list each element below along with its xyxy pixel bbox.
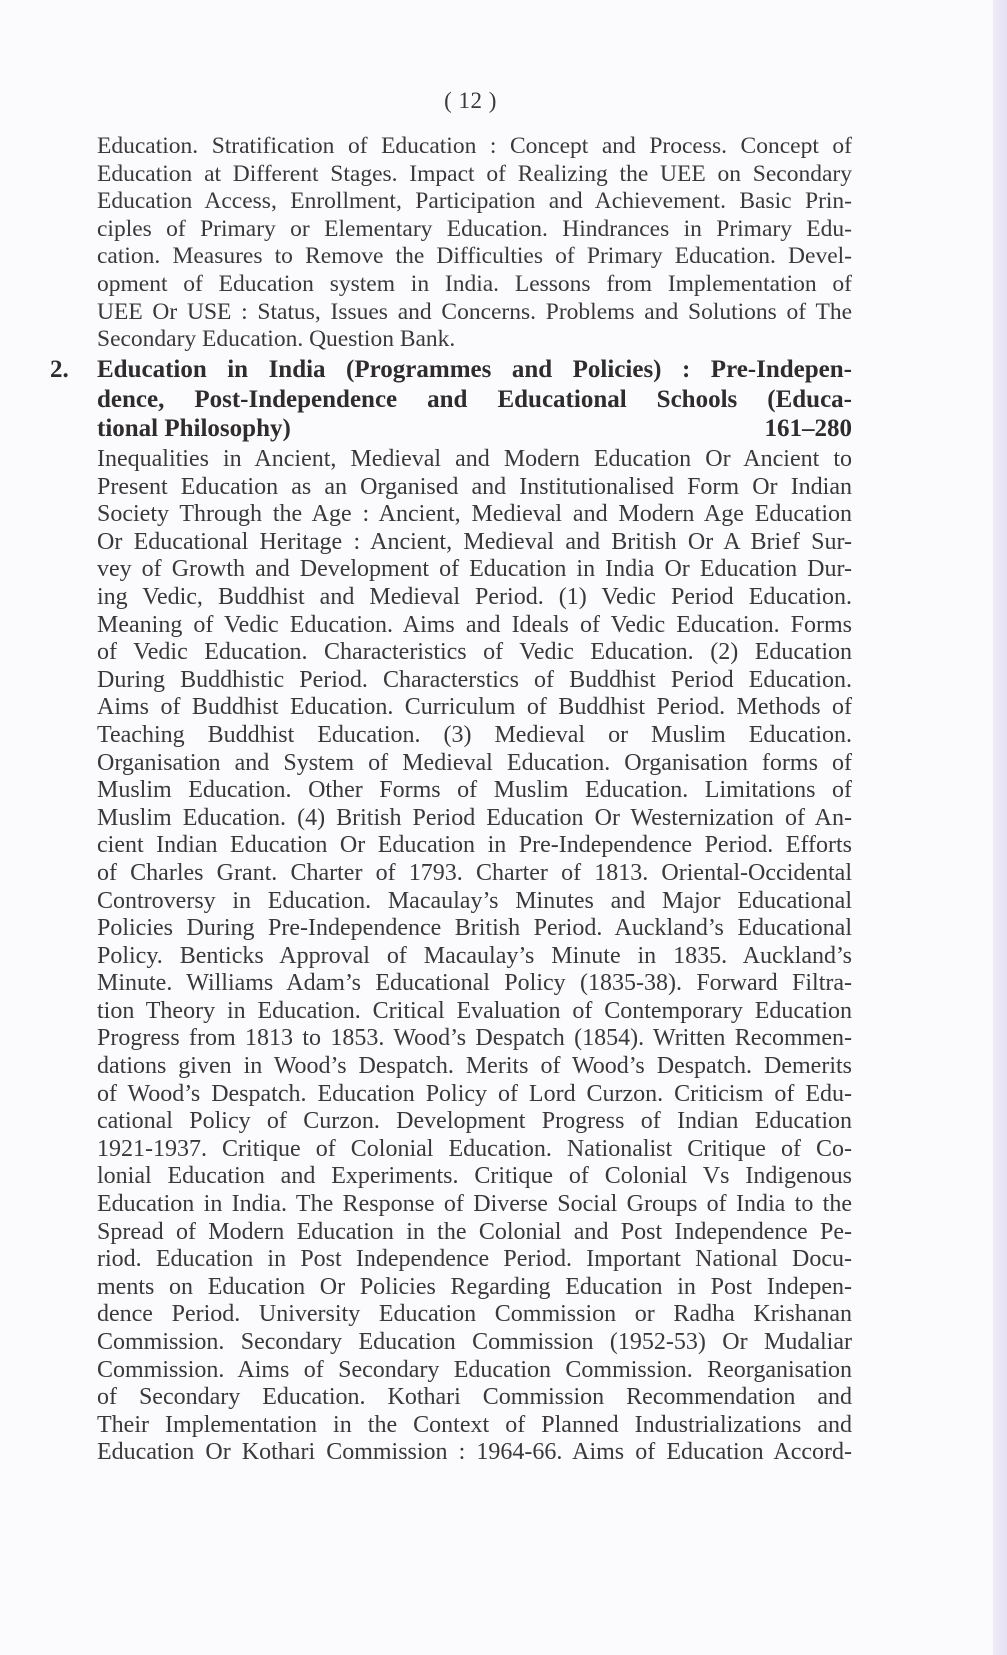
- text-line: 1921-1937. Critique of Colonial Education. Nationalist Critique of Co-: [97, 1135, 852, 1162]
- continued-paragraph: [97, 133, 852, 354]
- chapter-title-line: dence, Post-Independence and Educational Schools (Educa-: [97, 385, 852, 413]
- text-line: riod. Education in Post Independence Period. Important National Docu-: [97, 1246, 852, 1273]
- text-line: UEE Or USE : Status, Issues and Concerns. Problems and Solutions of The: [97, 298, 852, 325]
- text-line: Secondary Education. Question Bank.: [97, 326, 456, 353]
- text-line: ments on Education Or Policies Regarding Education in Post Indepen-: [97, 1273, 852, 1300]
- text-line: Society Through the Age : Ancient, Medieval and Modern Age Education: [97, 501, 852, 528]
- text-line: opment of Education system in India. Lessons from Implementation of: [97, 270, 852, 297]
- chapter-contents: [97, 446, 852, 1467]
- text-line: Organisation and System of Medieval Education. Organisation forms of: [97, 749, 852, 776]
- text-line: dence Period. University Education Commission or Radha Krishanan: [97, 1301, 852, 1328]
- text-line: Present Education as an Organised and Institutionalised Form Or Indian: [97, 473, 852, 500]
- text-line: Education. Stratification of Education : Concept and Process. Concept of: [97, 133, 852, 159]
- text-line: of Wood’s Despatch. Education Policy of Lord Curzon. Criticism of Edu-: [97, 1080, 852, 1107]
- text-line: Commission. Aims of Secondary Education Commission. Reorganisation: [97, 1356, 852, 1383]
- text-line: Aims of Buddhist Education. Curriculum of Buddhist Period. Methods of: [97, 694, 852, 721]
- text-line: Progress from 1813 to 1853. Wood’s Despatch (1854). Written Recommen-: [97, 1025, 852, 1052]
- text-line: vey of Growth and Development of Education in India Or Education Dur-: [97, 556, 852, 583]
- text-line: of Charles Grant. Charter of 1793. Charter of 1813. Oriental-Occidental: [97, 859, 852, 886]
- page-edge: [993, 0, 1007, 1655]
- text-line: During Buddhistic Period. Characterstics of Buddhist Period Education.: [97, 666, 852, 693]
- text-line: dations given in Wood’s Despatch. Merits of Wood’s Despatch. Demerits: [97, 1053, 852, 1080]
- text-line: Muslim Education. Other Forms of Muslim Education. Limitations of: [97, 777, 852, 804]
- text-line: cient Indian Education Or Education in Pre-Independence Period. Efforts: [97, 832, 852, 859]
- text-line: Policies During Pre-Independence British Period. Auckland’s Educational: [97, 915, 852, 942]
- text-line: tion Theory in Education. Critical Evaluation of Contemporary Education: [97, 997, 852, 1024]
- text-line: Policy. Benticks Approval of Macaulay’s Minute in 1835. Auckland’s: [97, 942, 852, 969]
- text-line: Or Educational Heritage : Ancient, Medieval and British Or A Brief Sur-: [97, 528, 852, 555]
- chapter-title: [97, 355, 852, 444]
- text-line: Education Or Kothari Commission : 1964-66. Aims of Education Accord-: [97, 1439, 852, 1466]
- text-line: of Vedic Education. Characteristics of Vedic Education. (2) Education: [97, 639, 852, 666]
- text-line: Meaning of Vedic Education. Aims and Ideals of Vedic Education. Forms: [97, 611, 852, 638]
- chapter-title-line: [97, 414, 852, 444]
- text-line: cation. Measures to Remove the Difficulties of Primary Education. Devel-: [97, 243, 852, 270]
- text-line: Spread of Modern Education in the Colonial and Post Independence Pe-: [97, 1218, 852, 1245]
- page-number: ( 12 ): [444, 88, 497, 113]
- text-line: ciples of Primary or Elementary Education. Hindrances in Primary Edu-: [97, 215, 852, 242]
- chapter-title-line: Education in India (Programmes and Policies) : Pre-Indepen-: [97, 356, 852, 383]
- text-line: Education Access, Enrollment, Participation and Achievement. Basic Prin-: [97, 188, 852, 215]
- text-line: Their Implementation in the Context of Planned Industrializations and: [97, 1411, 852, 1438]
- text-line: Minute. Williams Adam’s Educational Policy (1835-38). Forward Filtra-: [97, 970, 852, 997]
- text-line: lonial Education and Experiments. Critique of Colonial Vs Indigenous: [97, 1163, 852, 1190]
- chapter-page-range: 161–280: [764, 415, 852, 443]
- chapter-number: 2.: [50, 356, 69, 383]
- text-line: of Secondary Education. Kothari Commission Recommendation and: [97, 1384, 852, 1411]
- text-line: cational Policy of Curzon. Development Progress of Indian Education: [97, 1108, 852, 1135]
- text-line: Education in India. The Response of Diverse Social Groups of India to the: [97, 1191, 852, 1218]
- text-line: Inequalities in Ancient, Medieval and Modern Education Or Ancient to: [97, 446, 852, 472]
- text-line: Controversy in Education. Macaulay’s Minutes and Major Educational: [97, 887, 852, 914]
- text-line: Education at Different Stages. Impact of Realizing the UEE on Secondary: [97, 160, 852, 187]
- chapter-title-end: tional Philosophy): [97, 415, 291, 443]
- text-line: ing Vedic, Buddhist and Medieval Period. (1) Vedic Period Education.: [97, 583, 852, 610]
- text-line: Teaching Buddhist Education. (3) Medieval or Muslim Education.: [97, 721, 852, 748]
- text-line: Muslim Education. (4) British Period Education Or Westernization of An-: [97, 804, 852, 831]
- text-line: Commission. Secondary Education Commission (1952-53) Or Mudaliar: [97, 1329, 852, 1355]
